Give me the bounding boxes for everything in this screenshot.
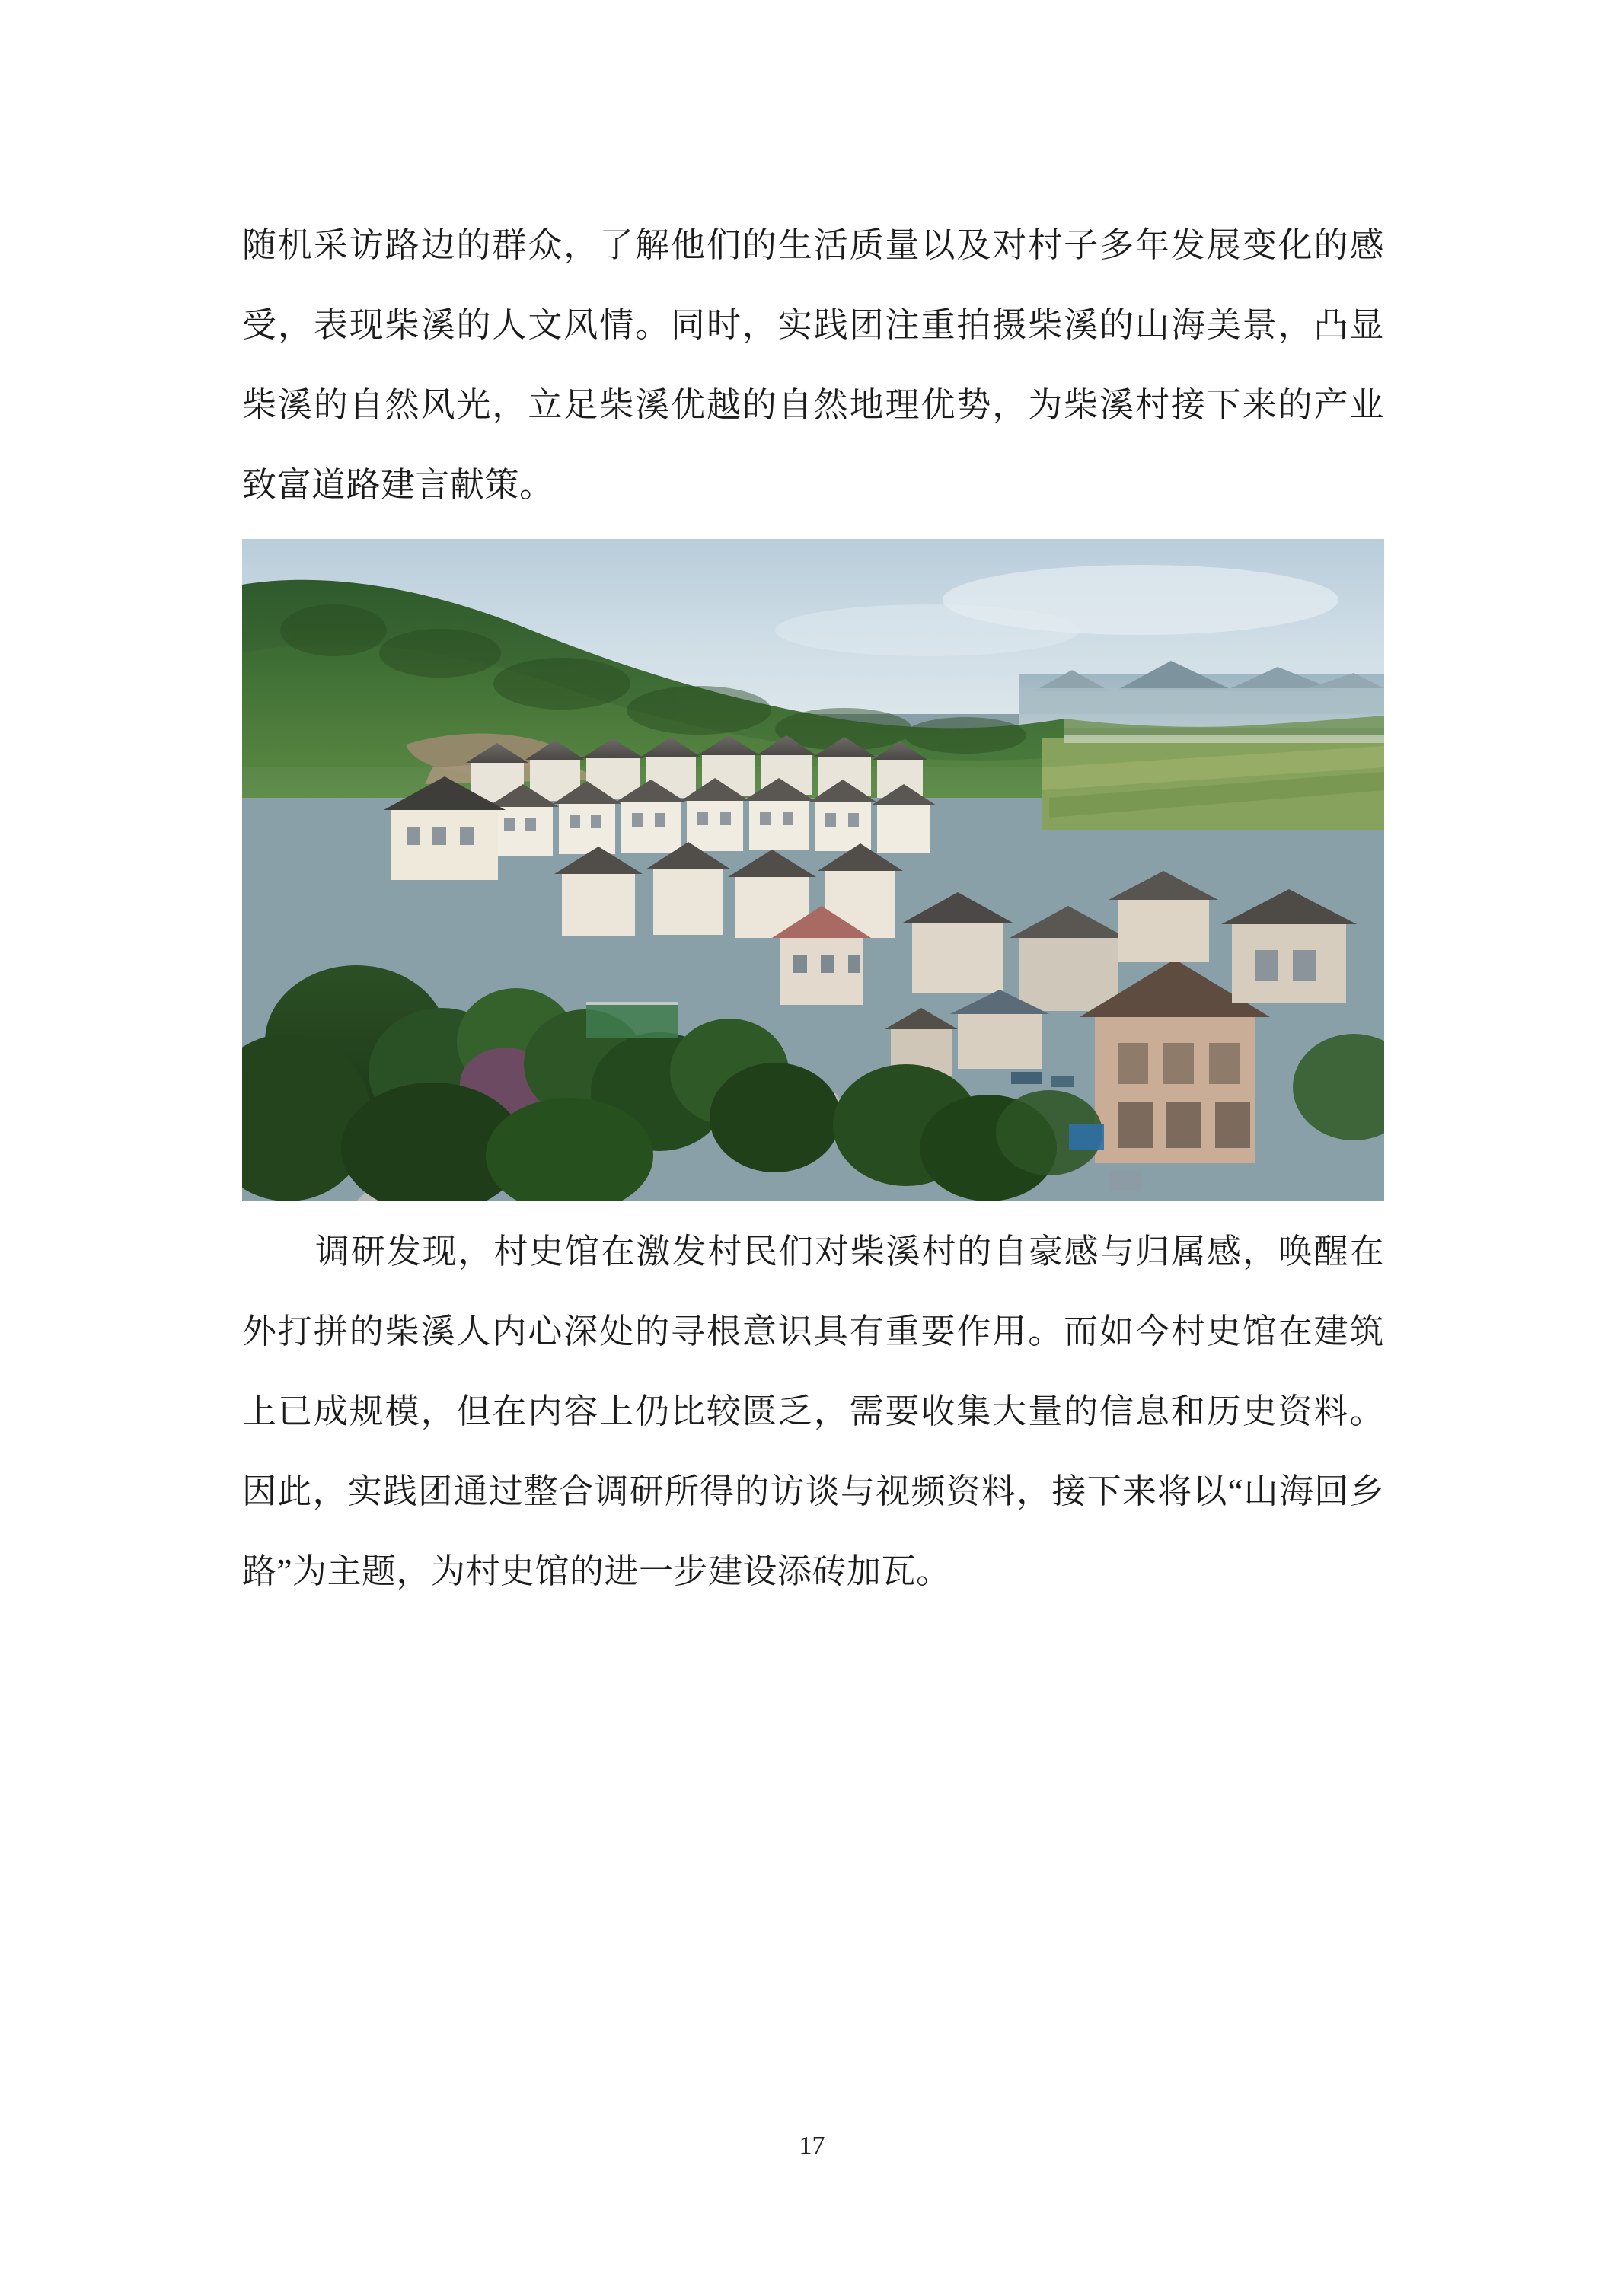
page-number: 17 [799, 2132, 825, 2160]
paragraph-2: 调研发现，村史馆在激发村民们对柴溪村的自豪感与归属感，唤醒在外打拼的柴溪人内心深处的寻根意识具有重要作用。而如今村史馆在建筑上已成规模，但在内容上仍比较匮乏，需要收集大量的信息和历史资料。因此，实践团通过整合调研所得的访谈与视频资料，接下来将以“山海回乡路”为主题，为村史馆的进一步建设添砖加瓦。 [242, 1233, 1384, 1590]
village-aerial-photo-illustration [242, 539, 1384, 1201]
paragraph-1: 随机采访路边的群众，了解他们的生活质量以及对村子多年发展变化的感受，表现柴溪的人文风情。同时，实践团注重拍摄柴溪的山海美景，凸显柴溪的自然风光，立足柴溪优越的自然地理优势，为柴溪村接下来的产业致富道路建言献策。 [242, 226, 1384, 504]
village-aerial-photo [242, 539, 1384, 1201]
page-content [242, 206, 1384, 1612]
